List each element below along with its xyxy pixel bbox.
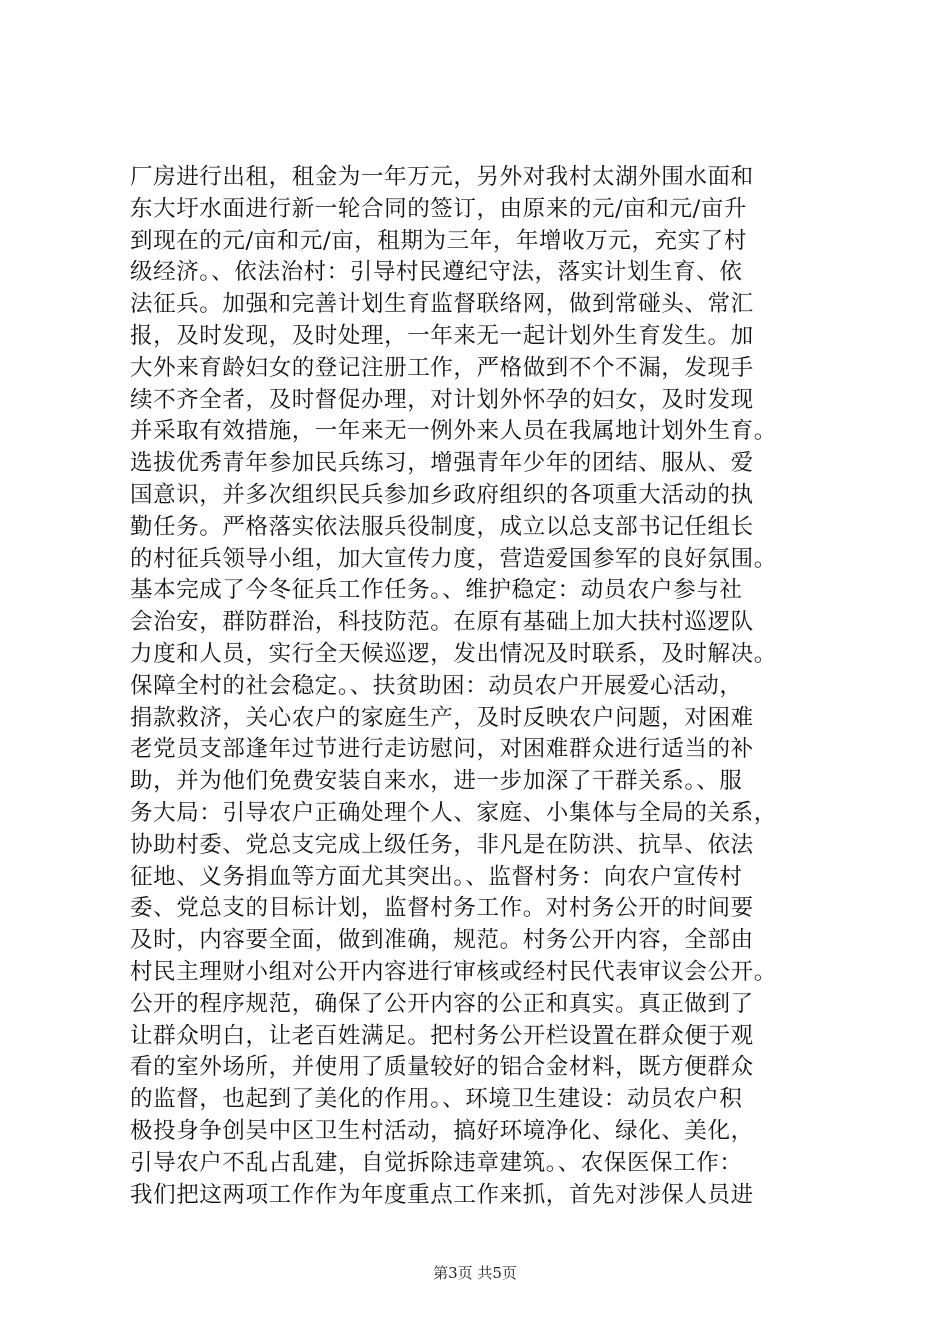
text-line: 力度和人员，实行全天候巡逻，发出情况及时联系，及时解决。 <box>130 640 777 667</box>
text-line: 老党员支部逢年过节进行走访慰问，对困难群众进行适当的补 <box>130 736 754 763</box>
text-line: 保障全村的社会稳定。、扶贫助困：动员农户开展爱心活动， <box>130 672 743 699</box>
text-line: 基本完成了今冬征兵工作任务。、维护稳定：动员农户参与社 <box>130 577 743 604</box>
text-line: 级经济。、依法治村：引导村民遵纪守法，落实计划生育、依 <box>130 259 743 286</box>
body-text <box>130 162 830 1211</box>
text-line: 报，及时发现，及时处理，一年来无一起计划外生育发生。加 <box>130 322 754 349</box>
text-line: 委、党总支的目标计划，监督村务工作。对村务公开的时间要 <box>130 895 754 922</box>
text-line: 的村征兵领导小组，加大宣传力度，营造爱国参军的良好氛围。 <box>130 545 777 572</box>
text-line: 选拔优秀青年参加民兵练习，增强青年少年的团结、服从、爱 <box>130 450 754 477</box>
text-line: 的监督，也起到了美化的作用。、环境卫生建设：动员农户积 <box>130 1086 743 1113</box>
text-line: 务大局：引导农户正确处理个人、家庭、小集体与全局的关系， <box>130 799 777 826</box>
text-line: 勤任务。严格落实依法服兵役制度，成立以总支部书记任组长 <box>130 513 754 540</box>
text-line: 引导农户不乱占乱建，自觉拆除违章建筑。、农保医保工作： <box>130 1149 743 1176</box>
text-line: 村民主理财小组对公开内容进行审核或经村民代表审议会公开。 <box>130 958 777 985</box>
text-line: 捐款救济，关心农户的家庭生产，及时反映农户问题，对困难 <box>130 704 754 731</box>
text-line: 及时，内容要全面，做到准确，规范。村务公开内容，全部由 <box>130 927 754 954</box>
text-line: 我们把这两项工作作为年度重点工作来抓，首先对涉保人员进 <box>130 1181 754 1208</box>
text-line: 东大圩水面进行新一轮合同的签订，由原来的元/亩和元/亩升 <box>130 195 747 222</box>
text-line: 会治安，群防群治，科技防范。在原有基础上加大扶村巡逻队 <box>130 609 754 636</box>
text-line: 征地、义务捐血等方面尤其突出。、监督村务：向农户宣传村 <box>130 863 743 890</box>
text-line: 大外来育龄妇女的登记注册工作，严格做到不个不漏，发现手 <box>130 354 754 381</box>
text-line: 续不齐全者，及时督促办理，对计划外怀孕的妇女，及时发现 <box>130 386 754 413</box>
text-line: 协助村委、党总支完成上级任务，非凡是在防洪、抗旱、依法 <box>130 831 754 858</box>
text-line: 到现在的元/亩和元/亩，租期为三年，年增收万元，充实了村 <box>130 227 747 254</box>
text-line: 并采取有效措施，一年来无一例外来人员在我属地计划外生育。 <box>130 418 777 445</box>
text-line: 国意识，并多次组织民兵参加乡政府组织的各项重大活动的执 <box>130 481 754 508</box>
text-line: 公开的程序规范，确保了公开内容的公正和真实。真正做到了 <box>130 990 754 1017</box>
text-line: 看的室外场所，并使用了质量较好的铝合金材料，既方便群众 <box>130 1054 754 1081</box>
text-line: 法征兵。加强和完善计划生育监督联络网，做到常碰头、常汇 <box>130 291 754 318</box>
page-footer: 第3页 共5页 <box>433 1264 517 1282</box>
text-line: 助，并为他们免费安装自来水，进一步加深了干群关系。、服 <box>130 768 743 795</box>
text-line: 极投身争创吴中区卫生村活动，搞好环境净化、绿化、美化， <box>130 1117 754 1144</box>
text-line: 让群众明白，让老百姓满足。把村务公开栏设置在群众便于观 <box>130 1022 754 1049</box>
text-line: 厂房进行出租，租金为一年万元，另外对我村太湖外围水面和 <box>130 164 754 190</box>
